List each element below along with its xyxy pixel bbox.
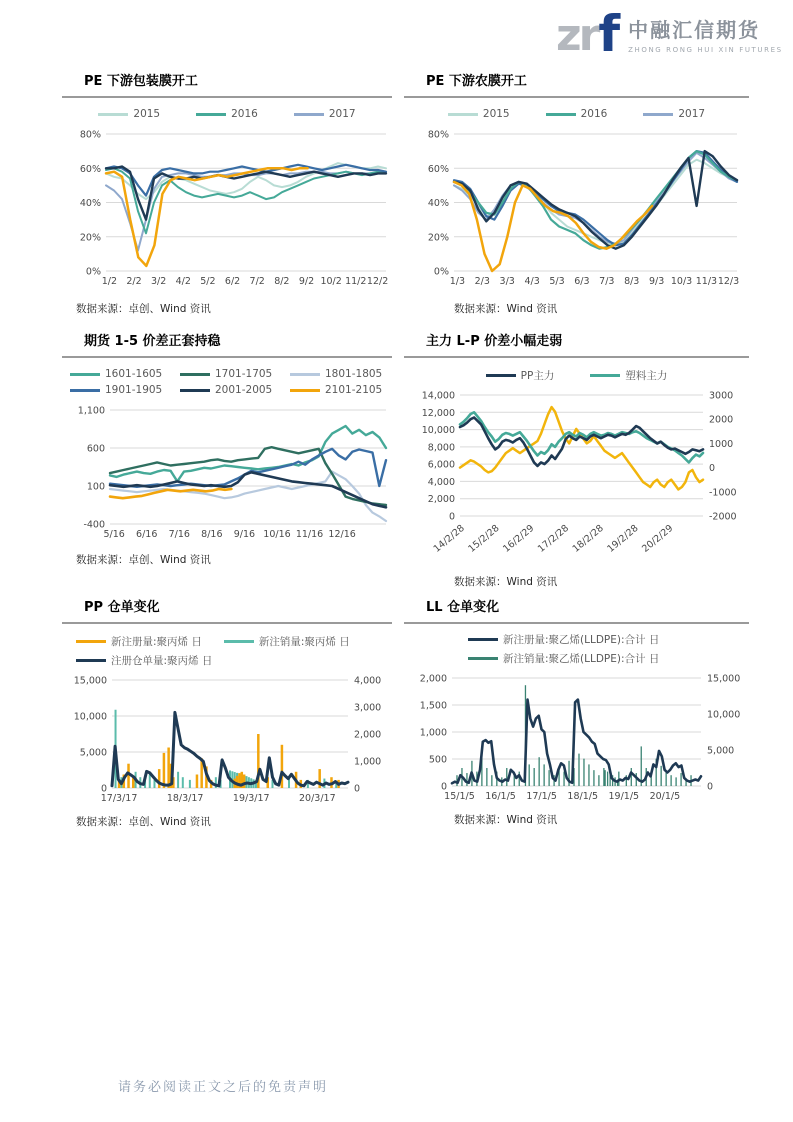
y-axis-label-right: 0 [707,781,714,793]
x-axis-label: 9/16 [233,529,256,540]
legend-label: 2016 [580,108,608,120]
title-rule [404,622,749,624]
logo-text [628,14,783,54]
x-axis-label: 17/2/28 [535,522,572,555]
x-axis-label: 6/2 [224,276,241,287]
y-axis-label-right: -1000 [709,487,737,499]
y-axis-label-right: 4,000 [354,675,382,687]
x-axis-label: 7/2 [249,276,265,287]
y-axis-label-left: 0% [85,266,101,278]
legend [62,108,392,120]
chart-pe-agri-film [404,70,749,316]
y-axis-label-left: 10,000 [73,711,107,723]
company-name-cn: 中融汇信期货 [628,18,761,42]
legend-item [70,384,164,396]
legend-swatch [643,113,673,116]
y-axis-label-left: 80% [79,129,101,141]
y-axis-label-right: 0 [709,463,716,475]
legend-swatch [294,113,324,116]
legend-label: 注册仓单量:聚丙烯 日 [111,655,213,667]
logo-mark [556,4,621,63]
legend-item [294,108,356,120]
x-axis-label: 18/2/28 [570,522,606,555]
x-axis-label: 17/1/5 [526,791,557,802]
legend-swatch [224,640,254,643]
x-axis-label: 18/3/17 [166,793,204,804]
legend-item [98,108,160,120]
legend-swatch [590,374,620,377]
y-axis-label-right: 5,000 [707,745,735,757]
y-axis-label-left: 20% [79,232,101,244]
legend-item [76,653,212,668]
chart-title: PP 仓单变化 [84,600,160,615]
y-axis-label-left: -400 [83,519,105,531]
chart-pp-warehouse-receipts [62,596,392,829]
legend-label: 2001-2005 [215,384,273,396]
x-axis-label: 10/3 [670,276,693,287]
y-axis-label-left: 6,000 [427,459,455,471]
x-axis-label: 8/2 [274,276,290,287]
title-rule [62,96,392,98]
legend-swatch [546,113,576,116]
data-source: 数据来源：卓创、Wind 资讯 [76,816,211,828]
y-axis-label-left: 14,000 [421,390,455,402]
chart-futures-1-5-spread [62,330,392,567]
x-axis-label: 5/3 [549,276,565,287]
y-axis-label-left: 60% [79,163,101,175]
legend-label: PP主力 [520,370,555,382]
line-series [106,168,386,233]
x-axis-label: 9/3 [648,276,665,287]
data-source: 数据来源：Wind 资讯 [454,303,558,315]
company-logo [556,4,783,63]
chart-title: PE 下游包装膜开工 [84,74,198,89]
y-axis-label-left: 0 [100,783,107,795]
legend-item [290,368,384,380]
y-axis-label-left: 1,000 [419,727,447,739]
y-axis-label-right: 2000 [709,414,734,426]
y-axis-label-right: 3,000 [354,702,382,714]
legend-swatch [196,113,226,116]
y-axis-label-right: 10,000 [707,709,741,721]
legend-swatch [468,657,498,660]
y-axis-label-left: 40% [79,198,101,209]
x-axis-label: 11/16 [295,529,324,540]
legend-item [486,368,555,383]
x-axis-label: 19/2/28 [605,522,641,555]
x-axis-label: 1/3 [449,276,466,287]
legend-label: 2015 [482,108,510,120]
chart-canvas [62,400,392,550]
legend-swatch [180,389,210,392]
legend-label: 新注销量:聚乙烯(LLDPE):合计 日 [503,653,660,665]
data-source: 数据来源：卓创、Wind 资讯 [76,554,211,566]
legend [404,108,749,120]
x-axis-label: 20/2/29 [640,522,676,555]
y-axis-label-left: 40% [427,198,449,209]
chart-title: 期货 1-5 价差正套持稳 [84,334,221,349]
legend-swatch [70,389,100,392]
x-axis-label: 4/2 [175,276,191,287]
legend [404,368,749,383]
chart-canvas [404,670,749,810]
x-axis-label: 7/16 [168,529,190,540]
legend-label: 1801-1805 [325,368,383,380]
x-axis-label: 8/3 [624,276,640,287]
chart-canvas [62,672,392,812]
line-series [454,182,652,271]
y-axis-label-left: 60% [427,163,449,175]
legend-item [224,634,350,649]
logo-zr-text: zr [556,10,598,62]
x-axis-label: 1/2 [101,276,118,287]
legend-item [76,634,202,649]
legend-swatch [70,373,100,376]
x-axis-label: 2/2 [126,276,142,287]
x-axis-label: 12/2 [366,276,389,287]
y-axis-label-left: 100 [86,481,105,493]
legend-label: 2015 [133,108,161,120]
x-axis-label: 12/3 [717,276,740,287]
x-axis-label: 9/2 [298,276,315,287]
legend-item [196,108,258,120]
y-axis-label-left: 0% [433,266,449,278]
legend-label: 1601-1605 [105,368,163,380]
y-axis-label-right: 3000 [709,390,734,402]
x-axis-label: 11/2 [345,276,367,287]
line-series [454,151,737,249]
chart-title: 主力 L-P 价差小幅走弱 [426,334,563,349]
x-axis-label: 3/3 [499,276,515,287]
x-axis-label: 2/3 [474,276,490,287]
y-axis-label-left: 0 [440,781,447,793]
legend-item [70,368,164,380]
legend-swatch [76,640,106,643]
y-axis-label-left: 80% [427,129,449,141]
y-axis-label-left: 15,000 [73,675,107,687]
x-axis-label: 6/3 [574,276,590,287]
x-axis-label: 5/2 [200,276,216,287]
logo-f-text: f [598,4,621,63]
legend-swatch [98,113,128,116]
chart-ll-warehouse-receipts [404,596,749,827]
y-axis-label-right: 1000 [709,438,734,450]
legend-item [468,651,659,666]
y-axis-label-left: 2,000 [419,673,447,685]
legend-swatch [76,659,106,662]
chart-lp-spread [404,330,749,589]
chart-canvas [404,387,749,572]
legend-label: 2017 [328,108,356,120]
y-axis-label-left: 20% [427,232,449,244]
legend-label: 新注销量:聚丙烯 日 [258,636,350,648]
legend [62,634,392,668]
title-rule [62,356,392,358]
x-axis-label: 18/1/5 [567,791,599,802]
legend-label: 新注册量:聚乙烯(LLDPE):合计 日 [503,634,660,646]
x-axis-label: 19/1/5 [608,791,640,802]
y-axis-label-left: 1,500 [419,700,447,712]
line-series [106,165,386,196]
data-source: 数据来源：Wind 资讯 [454,576,558,588]
y-axis-label-left: 500 [428,754,447,766]
y-axis-label-left: 600 [86,443,105,455]
legend-item [643,108,705,120]
x-axis-label: 17/3/17 [100,793,138,804]
legend-label: 新注册量:聚丙烯 日 [111,636,202,648]
legend-swatch [468,638,498,641]
x-axis-label: 8/16 [201,529,223,540]
x-axis-label: 6/16 [136,529,158,540]
legend-item [468,632,659,647]
title-rule [62,622,392,624]
x-axis-label: 15/2/28 [466,522,502,555]
data-source: 数据来源：卓创、Wind 资讯 [76,303,211,315]
y-axis-label-left: 12,000 [421,407,455,419]
legend-swatch [290,373,320,376]
legend-item [180,368,274,380]
y-axis-label-left: 5,000 [79,747,107,759]
line-series [110,447,386,505]
chart-title: LL 仓单变化 [426,600,500,615]
legend-item [180,384,274,396]
legend-label: 1701-1705 [215,368,273,380]
legend-label: 塑料主力 [625,370,668,382]
line-series [452,700,701,784]
y-axis-label-right: 15,000 [707,673,741,685]
x-axis-label: 20/1/5 [649,791,681,802]
legend-swatch [290,389,320,392]
legend-label: 2017 [678,108,706,120]
chart-title: PE 下游农膜开工 [426,74,527,89]
legend-item [590,368,667,383]
x-axis-label: 4/3 [524,276,540,287]
chart-pe-packaging-film [62,70,392,316]
y-axis-label-left: 4,000 [427,476,455,488]
y-axis-label-right: 0 [354,783,361,795]
x-axis-label: 15/1/5 [444,791,475,802]
x-axis-label: 3/2 [150,276,167,287]
legend-swatch [448,113,478,116]
y-axis-label-left: 1,100 [77,405,105,417]
legend-item [546,108,608,120]
x-axis-label: 10/2 [320,276,342,287]
legend-item [448,108,510,120]
x-axis-label: 10/16 [263,529,291,540]
x-axis-label: 5/16 [103,529,125,540]
chart-canvas [404,124,749,299]
y-axis-label-right: 1,000 [354,756,382,768]
legend [404,632,749,666]
legend-label: 2016 [231,108,258,120]
title-rule [404,356,749,358]
legend-label: 1901-1905 [105,384,163,396]
y-axis-label-left: 0 [448,511,455,523]
legend-item [290,384,384,396]
y-axis-label-left: 10,000 [421,425,455,437]
legend-label: 2101-2105 [325,384,383,396]
data-source: 数据来源：Wind 资讯 [454,814,558,826]
y-axis-label-right: 2,000 [354,729,382,741]
disclaimer-footer: 请务必阅读正文之后的免责声明 [118,1080,329,1095]
company-name-en: ZHONG RONG HUI XIN FUTURES [628,46,783,54]
x-axis-label: 16/1/5 [485,791,516,802]
x-axis-label: 12/16 [328,529,356,540]
x-axis-label: 14/2/28 [431,522,467,555]
legend [62,368,392,396]
x-axis-label: 11/3 [695,276,718,287]
y-axis-label-left: 8,000 [427,442,455,454]
y-axis-label-right: -2000 [709,511,737,523]
x-axis-label: 7/3 [599,276,615,287]
legend-swatch [486,374,516,377]
y-axis-label-left: 2,000 [427,494,455,506]
legend-swatch [180,373,210,376]
x-axis-label: 19/3/17 [232,793,270,804]
x-axis-label: 16/2/29 [501,522,537,555]
title-rule [404,96,749,98]
chart-canvas [62,124,392,299]
x-axis-label: 20/3/17 [299,793,336,804]
